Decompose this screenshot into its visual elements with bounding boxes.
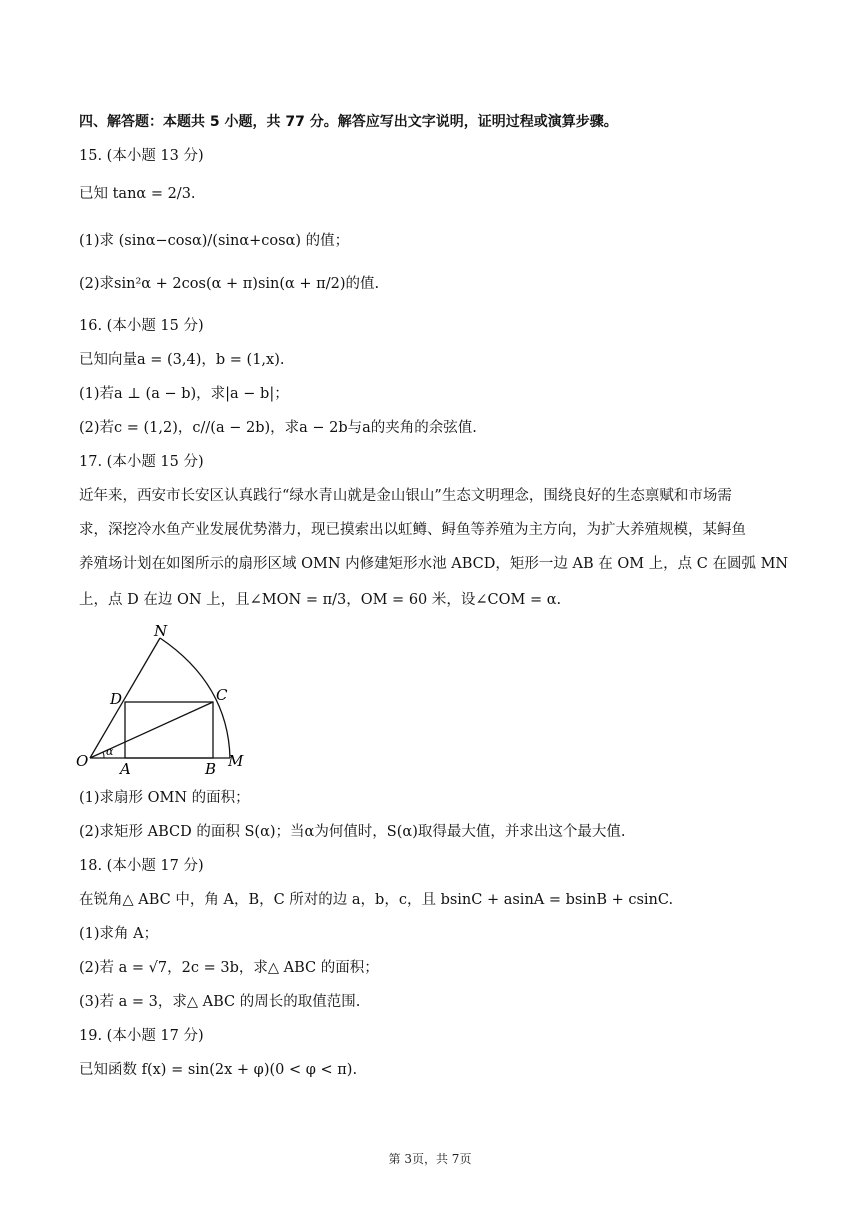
- label-m: M: [228, 752, 244, 770]
- q19-title: 19. (本小题 17 分): [79, 1028, 204, 1044]
- sector-figure: [74, 624, 254, 776]
- q15-title: 15. (本小题 13 分): [79, 148, 204, 164]
- label-c: C: [216, 686, 228, 704]
- label-n: N: [154, 624, 168, 640]
- q16-part1: (1)若a ⊥ (a − b)，求|a − b|；: [79, 386, 289, 402]
- section-header: 四、解答题：本题共 5 小题，共 77 分。解答应写出文字说明，证明过程或演算步骤。: [79, 114, 618, 130]
- q16-title: 16. (本小题 15 分): [79, 318, 204, 334]
- angle-alpha-arc: [103, 752, 104, 758]
- q18-title: 18. (本小题 17 分): [79, 858, 204, 874]
- label-o: O: [76, 752, 89, 770]
- q18-given: 在锐角△ ABC 中，角 A，B，C 所对的边 a，b，c，且 bsinC + asinA = bsinB + csinC.: [79, 892, 674, 908]
- label-a: A: [120, 760, 131, 776]
- q18-part2: (2)若 a = √7，2c = 3b，求△ ABC 的面积；: [79, 960, 379, 976]
- q17-paragraph-line3: 养殖场计划在如图所示的扇形区域 OMN 内修建矩形水池 ABCD，矩形一边 AB 在 OM 上，点 C 在圆弧 MN: [79, 556, 789, 572]
- q15-part2: (2)求sin²α + 2cos(α + π)sin(α + π/2)的值.: [79, 276, 380, 292]
- q15-part1: (1)求 (sinα−cosα)/(sinα+cosα) 的值；: [79, 233, 350, 249]
- label-d: D: [110, 690, 123, 708]
- q17-paragraph-line4: 上，点 D 在边 ON 上，且∠MON = π/3，OM = 60 米，设∠COM = α.: [79, 592, 562, 608]
- q18-part3: (3)若 a = 3，求△ ABC 的周长的取值范围.: [79, 994, 361, 1010]
- page-footer: 第 3页，共 7页: [388, 1152, 472, 1166]
- q17-title: 17. (本小题 15 分): [79, 454, 204, 470]
- label-alpha: α: [106, 745, 114, 758]
- q16-given: 已知向量a = (3,4)，b = (1,x).: [79, 352, 285, 368]
- q17-part2: (2)求矩形 ABCD 的面积 S(α)；当α为何值时，S(α)取得最大值，并求出这个最大值.: [79, 824, 626, 840]
- label-b: B: [205, 760, 217, 776]
- q18-part1: (1)求角 A；: [79, 926, 159, 942]
- q17-part1: (1)求扇形 OMN 的面积；: [79, 790, 250, 806]
- q17-paragraph-line1: 近年来，西安市长安区认真践行“绿水青山就是金山银山”生态文明理念，围绕良好的生态禀赋和市场需: [79, 488, 732, 504]
- q15-given: 已知 tanα = 2/3.: [79, 186, 196, 202]
- q17-paragraph-line2: 求，深挖冷水鱼产业发展优势潜力，现已摸索出以虹鳟、鲟鱼等养殖为主方向，为扩大养殖规模，某鲟鱼: [79, 522, 746, 538]
- q19-given: 已知函数 f(x) = sin(2x + φ)(0 < φ < π).: [79, 1062, 358, 1078]
- q16-part2: (2)若c = (1,2)，c//(a − 2b)，求a − 2b与a的夹角的余弦值.: [79, 420, 477, 436]
- rectangle-abcd: [125, 702, 213, 758]
